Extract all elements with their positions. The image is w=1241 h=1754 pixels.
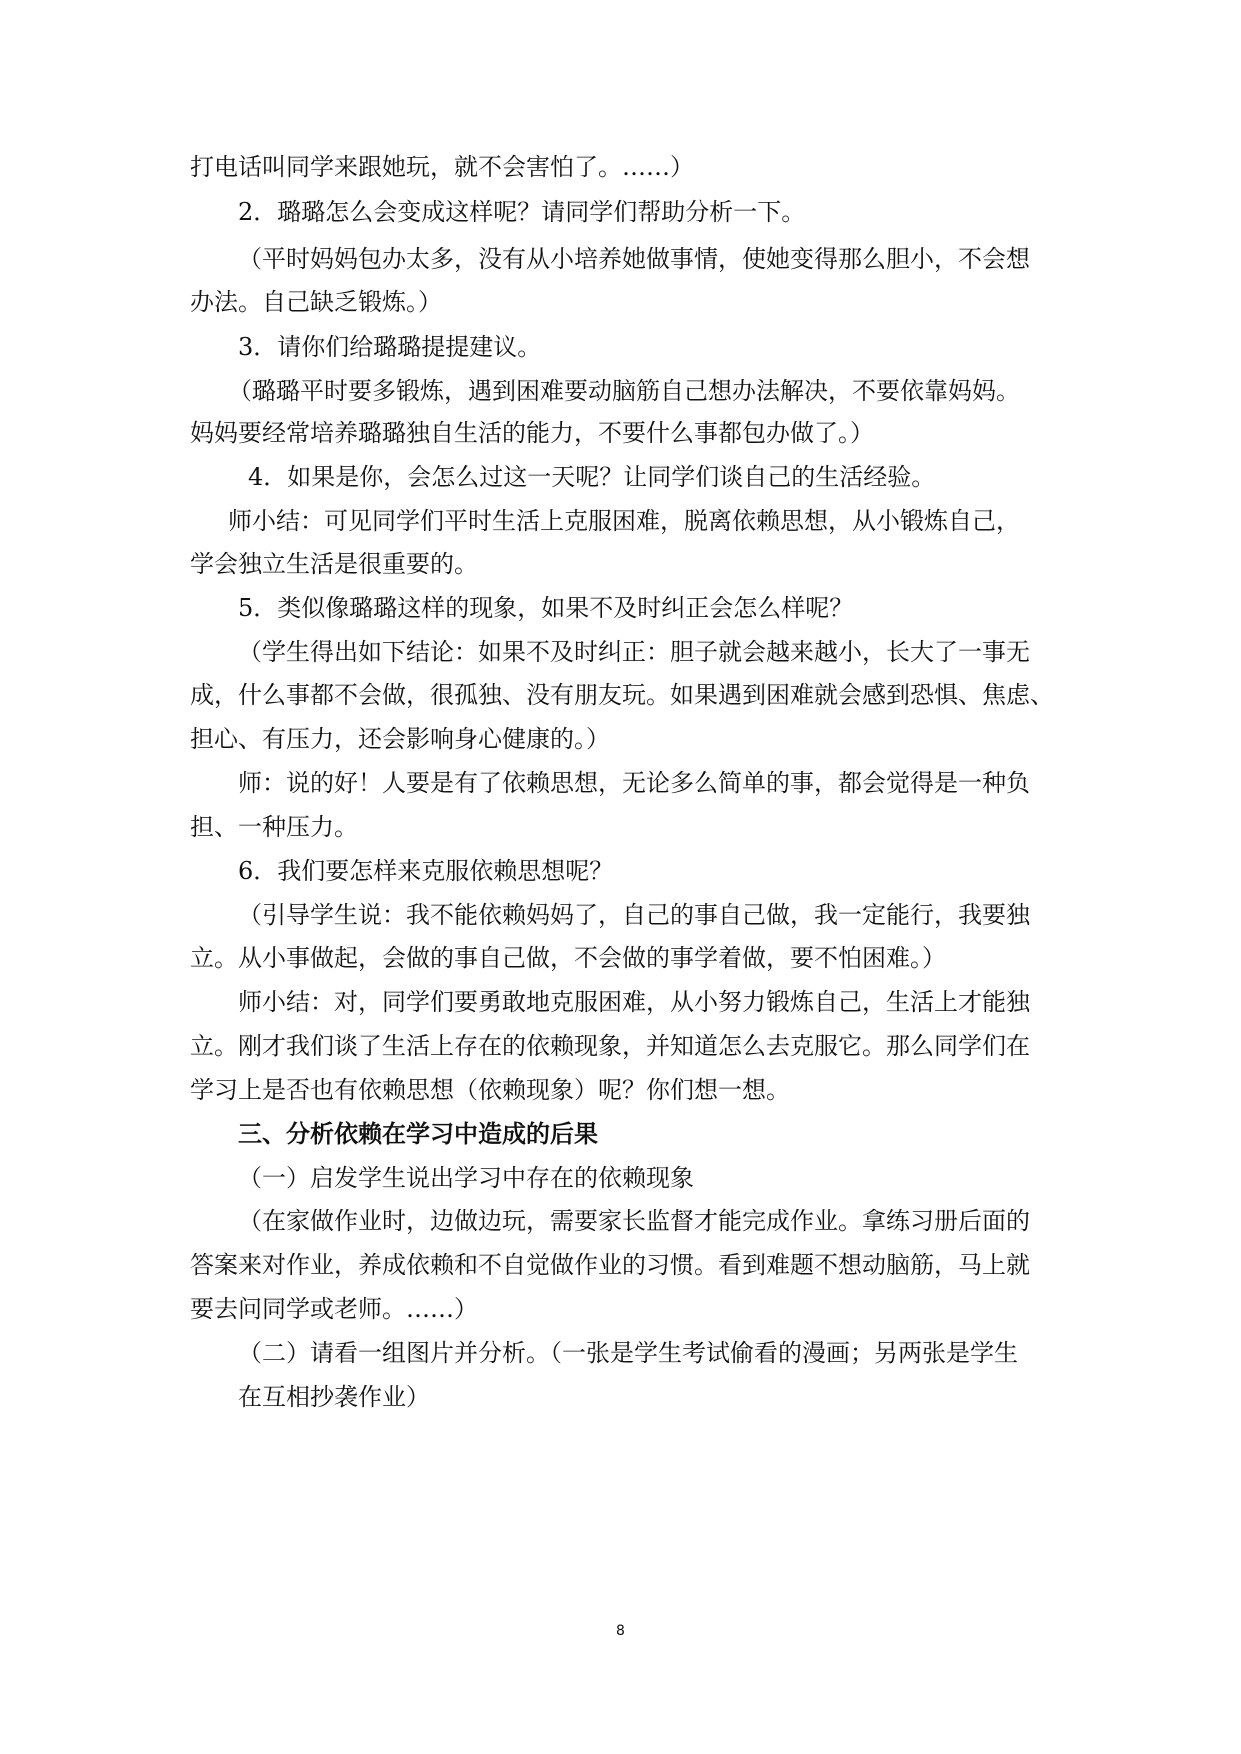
text-line: 6．我们要怎样来克服依赖思想呢？ — [238, 857, 614, 885]
page-number: 8 — [616, 1623, 625, 1639]
text-line: 3．请你们给璐璐提提建议。 — [238, 333, 542, 361]
text-line: 要去问同学或老师。……） — [190, 1295, 478, 1323]
text-line: 立。刚才我们谈了生活上存在的依赖现象，并知道怎么去克服它。那么同学们在 — [190, 1032, 1030, 1060]
text-line: 打电话叫同学来跟她玩，就不会害怕了。……） — [190, 153, 694, 181]
text-line: 在互相抄袭作业） — [238, 1383, 430, 1411]
text-line: 学习上是否也有依赖思想（依赖现象）呢？你们想一想。 — [190, 1076, 790, 1104]
text-line: 师：说的好！人要是有了依赖思想，无论多么简单的事，都会觉得是一种负 — [238, 769, 1030, 797]
text-line: 2．璐璐怎么会变成这样呢？请同学们帮助分析一下。 — [238, 198, 806, 226]
text-line: （璐璐平时要多锻炼，遇到困难要动脑筋自己想办法解决，不要依靠妈妈。 — [228, 377, 1020, 405]
text-line: 师小结：对，同学们要勇敢地克服困难，从小努力锻炼自己，生活上才能独 — [238, 988, 1030, 1016]
text-line: 妈妈要经常培养璐璐独自生活的能力，不要什么事都包办做了。） — [190, 419, 874, 447]
text-line: 4．如果是你，会怎么过这一天呢？让同学们谈自己的生活经验。 — [248, 463, 936, 491]
text-line: （二）请看一组图片并分析。（一张是学生考试偷看的漫画；另两张是学生 — [238, 1339, 1018, 1367]
text-line: （学生得出如下结论：如果不及时纠正：胆子就会越来越小，长大了一事无 — [238, 638, 1030, 666]
section-heading: 三、分析依赖在学习中造成的后果 — [238, 1119, 598, 1148]
text-line: 师小结：可见同学们平时生活上克服困难，脱离依赖思想，从小锻炼自己， — [228, 507, 1020, 535]
text-line: 担心、有压力，还会影响身心健康的。） — [190, 725, 610, 753]
text-line: 学会独立生活是很重要的。 — [190, 550, 478, 578]
text-line: 答案来对作业，养成依赖和不自觉做作业的习惯。看到难题不想动脑筋，马上就 — [190, 1251, 1030, 1279]
text-line: （在家做作业时，边做边玩，需要家长监督才能完成作业。拿练习册后面的 — [238, 1207, 1030, 1235]
text-line: 担、一种压力。 — [190, 813, 358, 841]
text-line: （一）启发学生说出学习中存在的依赖现象 — [238, 1164, 694, 1192]
text-line: 成，什么事都不会做，很孤独、没有朋友玩。如果遇到困难就会感到恐惧、焦虑、 — [190, 681, 1054, 709]
text-line: 立。从小事做起，会做的事自己做，不会做的事学着做，要不怕困难。） — [190, 944, 946, 972]
text-line: 5．类似像璐璐这样的现象，如果不及时纠正会怎么样呢？ — [238, 594, 854, 622]
text-line: 办法。自己缺乏锻炼。） — [190, 288, 442, 316]
text-line: （引导学生说：我不能依赖妈妈了，自己的事自己做，我一定能行，我要独 — [238, 901, 1030, 929]
text-line: （平时妈妈包办太多，没有从小培养她做事情，使她变得那么胆小，不会想 — [238, 245, 1030, 273]
